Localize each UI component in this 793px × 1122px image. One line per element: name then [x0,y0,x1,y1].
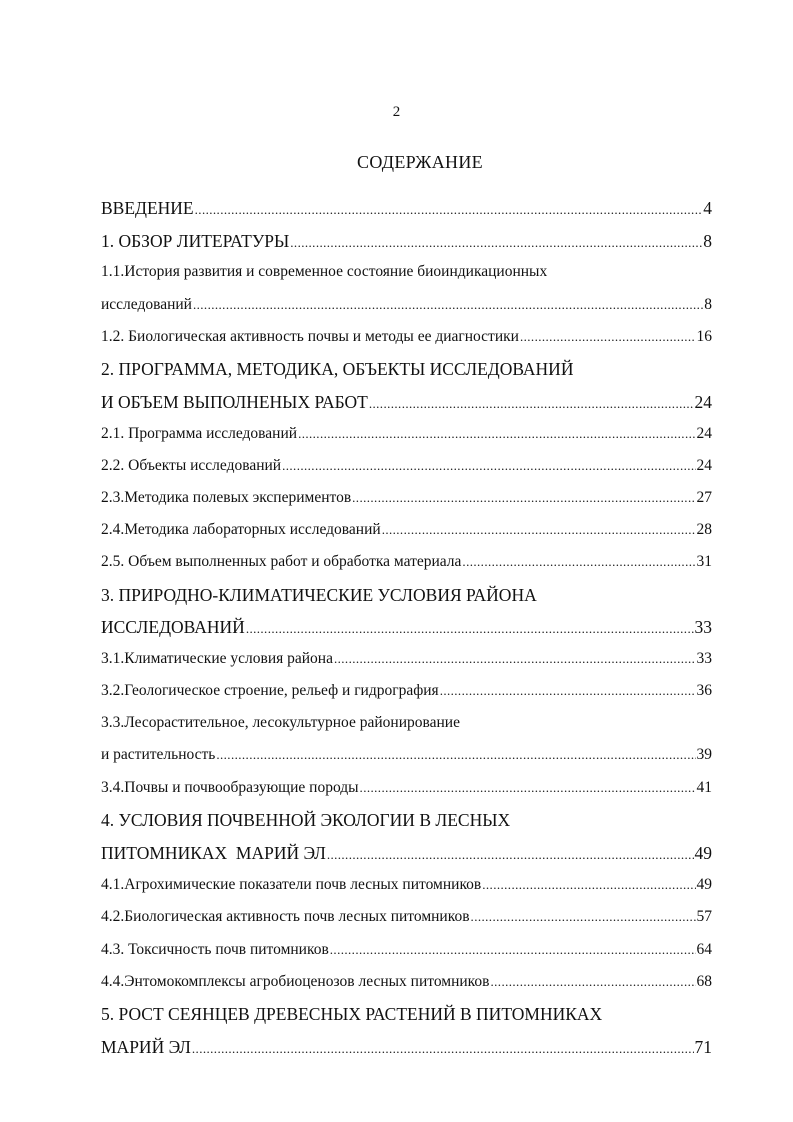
toc-entry-section-2-1[interactable] [101,421,712,447]
toc-entry-chapter-4-line2[interactable] [101,840,712,866]
toc-entry-text: 4.1.Агрохимичеcкие показатели почв лесных питомников [101,876,482,893]
toc-entry-text: 2.1. Программа исследований [101,425,298,442]
toc-entry-chapter-5-line1[interactable] [101,1001,723,1027]
toc-entry-page: 4 [703,198,712,218]
toc-entry-text: ИССЛЕДОВАНИЙ [101,617,245,637]
toc-entry-section-1-1-line2[interactable] [101,292,712,318]
toc-entry-section-3-3-line2[interactable] [101,742,712,768]
toc-entry-chapter-3-line1[interactable] [101,582,723,608]
dot-leader [246,616,694,642]
toc-entry-section-3-1[interactable] [101,646,712,672]
toc-entry-page: 68 [696,973,712,990]
dot-leader [290,230,702,256]
dot-leader [334,646,696,672]
toc-entry-chapter-2-line1[interactable] [101,356,723,382]
toc-entry-text: 5. РОСТ СЕЯНЦЕВ ДРЕВЕСНЫХ РАСТЕНИЙ В ПИТОМНИКАХ [101,1004,603,1024]
toc-entry-page: 36 [696,682,712,699]
toc-entry-chapter-1[interactable] [101,228,712,254]
toc-entry-text: 2.3.Методика полевых экспериментов [101,489,352,506]
toc-entry-page: 64 [696,941,712,958]
toc-entry-page: 8 [704,296,712,313]
toc-entry-section-4-2[interactable] [101,904,712,930]
toc-entry-section-4-1[interactable] [101,872,712,898]
page-title: СОДЕРЖАНИЕ [357,152,483,172]
dot-leader [520,324,696,350]
dot-leader [193,292,703,318]
toc-entry-page: 8 [703,231,712,251]
toc-entry-page: 27 [696,489,712,506]
toc-entry-page: 39 [696,746,712,763]
dot-leader [195,197,703,223]
toc-entry-text: 3.3.Лесорастительное, лесокультурное районирование [101,714,460,731]
toc-entry-text: 4.4.Энтомокомплексы агробиоценозов лесных питомников [101,973,490,990]
toc-entry-text: 1.2. Биологическая активность почвы и методы ее диагностики [101,328,519,345]
toc-entry-section-2-3[interactable] [101,485,712,511]
toc-entry-section-2-2[interactable] [101,453,712,479]
toc-entry-introduction[interactable] [101,195,712,221]
toc-entry-page: 33 [694,617,712,637]
dot-leader [491,969,696,995]
toc-entry-text: исследований [101,296,192,313]
toc-entry-section-1-1-line1[interactable] [101,259,723,285]
toc-entry-text: 3.4.Почвы и почвообразующие породы [101,779,359,796]
toc-entry-chapter-3-line2[interactable] [101,614,712,640]
toc-entry-text: 4. УСЛОВИЯ ПОЧВЕННОЙ ЭКОЛОГИИ В ЛЕСНЫХ [101,810,511,830]
dot-leader [216,742,695,768]
toc-entry-section-3-2[interactable] [101,678,712,704]
toc-entry-page: 49 [694,843,712,863]
toc-entry-page: 24 [696,425,712,442]
toc-entry-text: 3.2.Геологическое строение, рельеф и гидрография [101,682,439,699]
toc-entry-chapter-4-line1[interactable] [101,807,723,833]
toc-entry-section-4-4[interactable] [101,969,712,995]
dot-leader [369,391,694,417]
toc-entry-page: 71 [694,1037,712,1057]
page-number: 2 [392,104,401,120]
toc-entry-section-3-4[interactable] [101,775,712,801]
toc-entry-chapter-2-line2[interactable] [101,389,712,415]
toc-entry-text: 3. ПРИРОДНО-КЛИМАТИЧЕСКИЕ УСЛОВИЯ РАЙОНА [101,585,537,605]
toc-entry-text: МАРИЙ ЭЛ [101,1037,191,1057]
dot-leader [298,421,695,447]
toc-entry-text: ПИТОМНИКАХ МАРИЙ ЭЛ [101,843,326,863]
toc-entry-text: 2.4.Методика лабораторных исследований [101,521,381,538]
toc-entry-text: 3.1.Климатические условия района [101,650,333,667]
dot-leader [482,872,695,898]
toc-entry-text: 4.2.Биологическая активность почв лесных питомников [101,908,470,925]
dot-leader [360,775,696,801]
toc-entry-text: И ОБЪЕМ ВЫПОЛНЕНЫХ РАБОТ [101,392,368,412]
toc-entry-text: 2.5. Объем выполненных работ и обработка материала [101,553,462,570]
dot-leader [440,678,696,704]
dot-leader [382,517,696,543]
toc-entry-page: 49 [696,876,712,893]
dot-leader [192,1036,694,1062]
toc-entry-section-2-4[interactable] [101,517,712,543]
toc-entry-page: 28 [696,521,712,538]
toc-entry-text: 4.3. Токсичность почв питомников [101,941,329,958]
toc-entry-text: и растительность [101,746,216,763]
toc-entry-text: 2.2. Объекты исследований [101,457,282,474]
toc-entry-text: 1. ОБЗОР ЛИТЕРАТУРЫ [101,231,290,251]
dot-leader [471,904,696,930]
toc-entry-chapter-5-line2[interactable] [101,1034,712,1060]
toc-entry-text: ВВЕДЕНИЕ [101,198,194,218]
dot-leader [462,549,695,575]
toc-entry-page: 16 [696,328,712,345]
toc-entry-section-2-5[interactable] [101,549,712,575]
toc-entry-page: 31 [696,553,712,570]
toc-entry-page: 41 [696,779,712,796]
toc-entry-section-3-3-line1[interactable] [101,710,723,736]
dot-leader [352,485,695,511]
toc-entry-text: 1.1.История развития и современное состояние биоиндикационных [101,263,548,280]
toc-entry-page: 24 [696,457,712,474]
toc-entry-page: 24 [694,392,712,412]
toc-entry-section-1-2[interactable] [101,324,712,350]
dot-leader [327,842,694,868]
toc-entry-text: 2. ПРОГРАММА, МЕТОДИКА, ОБЪЕКТЫ ИССЛЕДОВАНИЙ [101,359,574,379]
dot-leader [282,453,695,479]
dot-leader [330,937,696,963]
toc-entry-page: 57 [696,908,712,925]
toc-entry-page: 33 [696,650,712,667]
toc-entry-section-4-3[interactable] [101,937,712,963]
